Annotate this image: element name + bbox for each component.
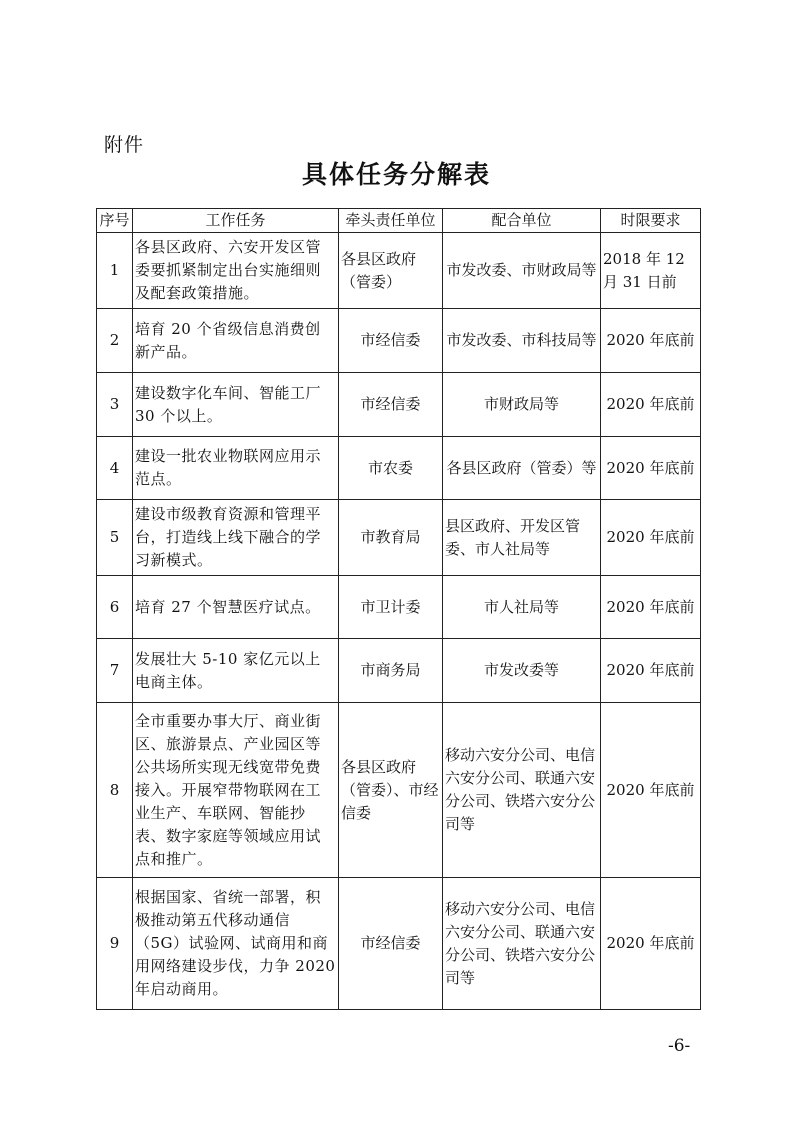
row-lead: 市教育局: [339, 500, 443, 576]
table-row: [97, 373, 701, 437]
header-task: 工作任务: [133, 209, 339, 233]
row-no: 9: [97, 878, 133, 1010]
row-task: 全市重要办事大厅、商业街区、旅游景点、产业园区等公共场所实现无线宽带免费接入。开展窄带物联网在工业生产、车联网、智能抄表、数字家庭等领域应用试点和推广。: [133, 703, 339, 878]
row-no: 7: [97, 639, 133, 703]
row-no: 5: [97, 500, 133, 576]
page-title: 具体任务分解表: [301, 160, 491, 189]
row-no: 3: [97, 373, 133, 437]
row-deadline: 2020 年底前: [601, 703, 701, 878]
row-task: 发展壮大 5-10 家亿元以上电商主体。: [133, 639, 339, 703]
row-deadline: 2020 年底前: [601, 639, 701, 703]
row-deadline: 2020 年底前: [601, 309, 701, 373]
row-deadline: 2020 年底前: [601, 437, 701, 500]
row-task: 建设数字化车间、智能工厂 30 个以上。: [133, 373, 339, 437]
row-deadline: 2020 年底前: [601, 500, 701, 576]
row-lead: 市卫计委: [339, 576, 443, 639]
row-coop: 市发改委等: [443, 639, 601, 703]
row-deadline: 2018 年 12 月 31 日前: [601, 233, 701, 309]
row-lead: 市经信委: [339, 309, 443, 373]
row-task: 建设一批农业物联网应用示范点。: [133, 437, 339, 500]
row-lead: 各县区政府（管委）、市经信委: [339, 703, 443, 878]
row-task: 建设市级教育资源和管理平台，打造线上线下融合的学习新模式。: [133, 500, 339, 576]
row-deadline: 2020 年底前: [601, 878, 701, 1010]
row-coop: 市财政局等: [443, 373, 601, 437]
row-no: 6: [97, 576, 133, 639]
row-task: 根据国家、省统一部署，积极推动第五代移动通信（5G）试验网、试商用和商用网络建设步伐，力争 2020 年启动商用。: [133, 878, 339, 1010]
header-lead: 牵头责任单位: [339, 209, 443, 233]
table-row: [97, 703, 701, 878]
table-row: [97, 576, 701, 639]
row-coop: 移动六安分公司、电信六安分公司、联通六安分公司、铁塔六安分公司等: [443, 703, 601, 878]
row-lead: 市农委: [339, 437, 443, 500]
row-lead: 市商务局: [339, 639, 443, 703]
row-task: 培育 27 个智慧医疗试点。: [133, 576, 339, 639]
row-task: 各县区政府、六安开发区管委要抓紧制定出台实施细则及配套政策措施。: [133, 233, 339, 309]
row-lead: 各县区政府（管委）: [339, 233, 443, 309]
table-row: [97, 878, 701, 1010]
table-row: [97, 639, 701, 703]
row-no: 2: [97, 309, 133, 373]
page-number: -6-: [668, 1036, 691, 1056]
row-deadline: 2020 年底前: [601, 576, 701, 639]
table-header-row: [97, 209, 701, 233]
row-deadline: 2020 年底前: [601, 373, 701, 437]
table-row: [97, 309, 701, 373]
table-row: [97, 500, 701, 576]
row-no: 4: [97, 437, 133, 500]
row-coop: 各县区政府（管委）等: [443, 437, 601, 500]
header-coop: 配合单位: [443, 209, 601, 233]
row-coop: 市人社局等: [443, 576, 601, 639]
row-lead: 市经信委: [339, 373, 443, 437]
row-no: 1: [97, 233, 133, 309]
table-row: [97, 437, 701, 500]
row-coop: 县区政府、开发区管委、市人社局等: [443, 500, 601, 576]
header-deadline: 时限要求: [601, 209, 701, 233]
row-task: 培育 20 个省级信息消费创新产品。: [133, 309, 339, 373]
row-coop: 市发改委、市财政局等: [443, 233, 601, 309]
task-table: [96, 208, 701, 1010]
row-coop: 移动六安分公司、电信六安分公司、联通六安分公司、铁塔六安分公司等: [443, 878, 601, 1010]
row-no: 8: [97, 703, 133, 878]
attachment-label: 附件: [104, 134, 145, 156]
row-coop: 市发改委、市科技局等: [443, 309, 601, 373]
table-row: [97, 233, 701, 309]
row-lead: 市经信委: [339, 878, 443, 1010]
header-no: 序号: [97, 209, 133, 233]
